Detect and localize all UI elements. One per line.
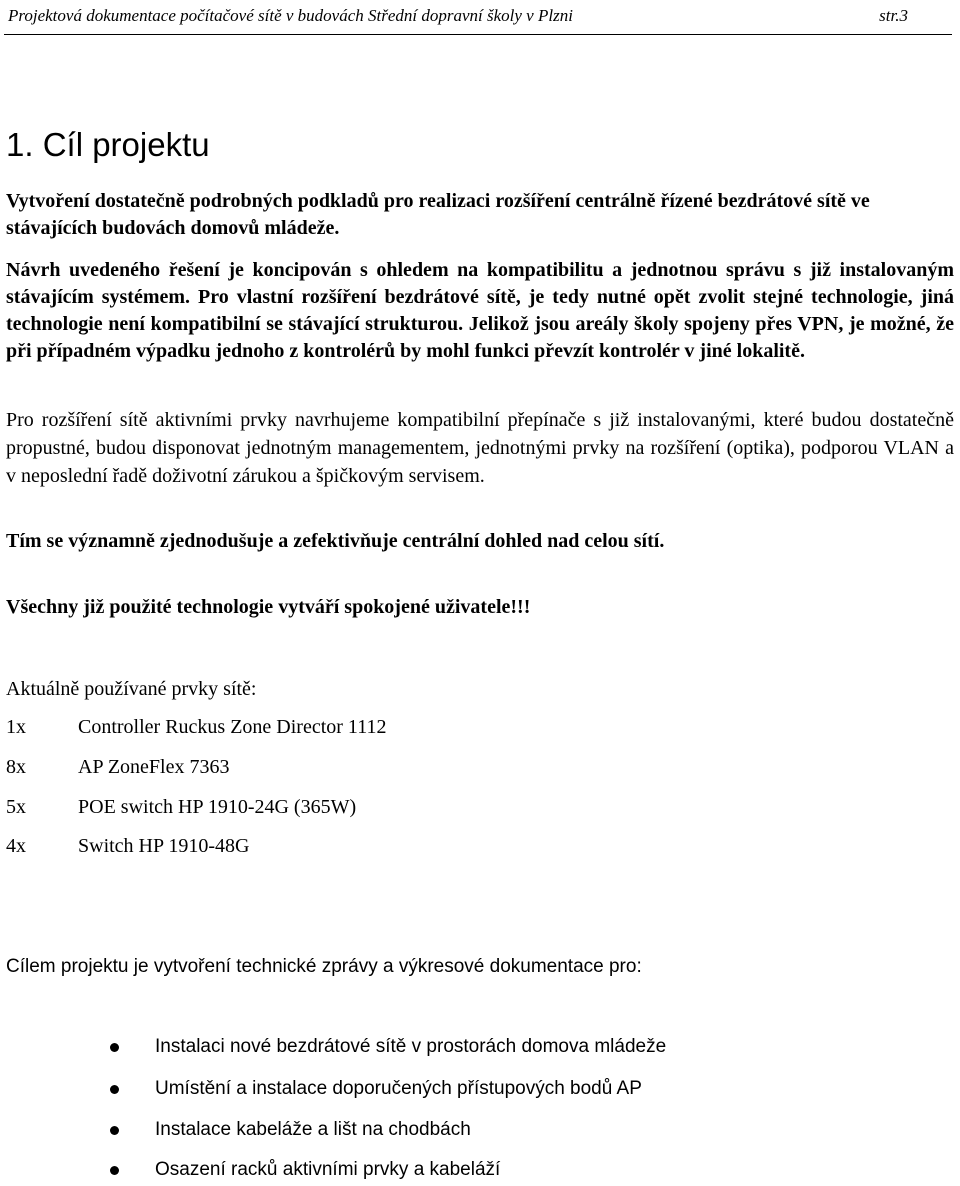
device-name: Switch HP 1910-48G [78,835,250,857]
page-number: str.3 [879,6,908,25]
device-name: POE switch HP 1910-24G (365W) [78,796,357,818]
bullet-icon [110,1126,119,1135]
paragraph-intro: Vytvoření dostatečně podrobných podkladů pro realizaci rozšíření centrálně řízené bezdrátové sítě ve stávajících budovách domovů mládeže. [6,190,870,239]
bullet-icon [110,1085,119,1094]
device-qty: 4x [6,835,26,857]
list-item-text: Instalace kabeláže a lišt na chodbách [155,1119,471,1140]
goal-intro: Cílem projektu je vytvoření technické zprávy a výkresové dokumentace pro: [6,956,642,977]
device-qty: 1x [6,716,26,738]
device-qty: 8x [6,756,26,778]
list-item-text: Osazení racků aktivními prvky a kabeláží [155,1159,501,1180]
paragraph-active-elements: Pro rozšíření sítě aktivními prvky navrhujeme kompatibilní přepínače s již instalovanými, které budou dostatečně propustné, budou disponovat jednotným managementem, jednotnými prvky na rozšíření (optika), podporou VLAN a v neposlední řadě doživotní zárukou a špičkovým servisem. [6,409,954,487]
list-item-text: Instalaci nové bezdrátové sítě v prostorách domova mládeže [155,1036,667,1057]
device-qty: 5x [6,796,26,818]
device-name: Controller Ruckus Zone Director 1112 [78,716,387,738]
paragraph-simplification: Tím se významně zjednodušuje a zefektivňuje centrální dohled nad celou sítí. [6,530,665,552]
bullet-icon [110,1166,119,1175]
list-item-text: Umístění a instalace doporučených přístupových bodů AP [155,1078,642,1099]
paragraph-satisfied-users: Všechny již použité technologie vytváří spokojené uživatele!!! [6,596,531,618]
devices-heading: Aktuálně používané prvky sítě: [6,678,257,700]
device-name: AP ZoneFlex 7363 [78,756,230,778]
paragraph-design: Návrh uvedeného řešení je koncipován s ohledem na kompatibilitu a jednotnou správu s již instalovaným stávajícím systémem. Pro vlastní rozšíření bezdrátové sítě, je tedy nutné opět zvolit stejné technologie, jiná technologie není kompatibilní se stávající strukturou. Jelikož jsou areály školy spojeny přes VPN, je možné, že při případném výpadku jednoho z kontrolérů by mohl funkci převzít kontrolér v jiné lokalitě. [6,259,954,362]
bullet-icon [110,1043,119,1052]
page-header [4,4,952,29]
header-divider [4,34,952,35]
section-heading: 1. Cíl projektu [6,126,210,163]
header-title: Projektová dokumentace počítačové sítě v budovách Střední dopravní školy v Plzni [8,6,573,25]
